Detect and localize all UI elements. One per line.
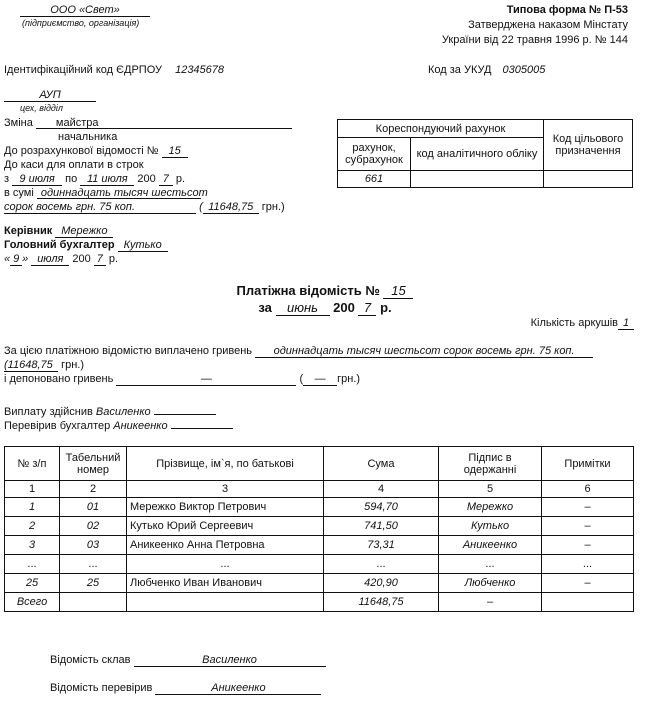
deposit-label: і депоновано гривень xyxy=(4,373,114,385)
corr-account-header: рахунок, субрахунок xyxy=(338,138,411,171)
from-value: 9 июля xyxy=(12,173,62,186)
table-cell: 741,50 xyxy=(324,517,439,536)
shift-value-2: начальника xyxy=(58,131,118,143)
edrpou-value: 12345678 xyxy=(175,64,225,76)
th-name: Прізвище, ім`я, по батькові xyxy=(127,447,324,481)
deposit-open: ( xyxy=(299,373,304,385)
period-year: 200 xyxy=(333,300,355,315)
settlement-row xyxy=(4,145,188,158)
table-cell: – xyxy=(542,536,634,555)
head-label: Керівник xyxy=(4,225,53,237)
edrpou-label: Ідентифікаційний код ЄДРПОУ xyxy=(4,64,163,76)
paid-by-value: Василенко xyxy=(95,406,151,418)
table-cell: 73,31 xyxy=(324,536,439,555)
head-row xyxy=(4,225,113,238)
shift-value: майстра xyxy=(36,117,292,129)
to-value: 11 июля xyxy=(80,173,134,186)
period-year-suffix: р. xyxy=(175,173,186,185)
sheets-label: Кількість аркушів xyxy=(530,317,618,329)
table-cell: – xyxy=(542,498,634,517)
period-row xyxy=(4,173,185,186)
corr-account-value: 661 xyxy=(338,171,411,188)
deposit-paren-value: — xyxy=(303,373,337,386)
table-cell: 2 xyxy=(5,517,60,536)
table-cell: 25 xyxy=(60,574,127,593)
table-colnum-row xyxy=(5,481,634,498)
table-cell: 25 xyxy=(5,574,60,593)
colnum-cell: 5 xyxy=(439,481,542,498)
sum-open: ( xyxy=(199,201,203,213)
sum-label: в сумі xyxy=(4,187,34,199)
document-period xyxy=(0,300,650,316)
paid-number: (11648,75 xyxy=(4,359,58,372)
period-year-suffix-title: р. xyxy=(380,300,392,315)
table-cell: 420,90 xyxy=(324,574,439,593)
sign-date-row: « 9 » июля 200 7 р. xyxy=(4,253,119,265)
deposit-value: — xyxy=(116,373,296,386)
table-cell: Мережко Виктор Петрович xyxy=(127,498,324,517)
table-cell: Любченко xyxy=(439,574,542,593)
form-title: Типова форма № П-53 xyxy=(506,4,628,16)
title-label: Платіжна відомість № xyxy=(236,283,380,298)
corr-analytic-value xyxy=(411,171,544,188)
checked-value: Аникеенко xyxy=(113,420,168,432)
compiled-label: Відомість склав xyxy=(50,654,131,666)
corr-target-code-header: Код цільового призначення xyxy=(544,120,633,171)
table-cell: Кутько xyxy=(439,517,542,536)
compiled-row xyxy=(50,654,326,667)
th-number: № з/п xyxy=(5,447,60,481)
head-value: Мережко xyxy=(55,225,113,238)
table-cell: Мережко xyxy=(439,498,542,517)
period-month: июнь xyxy=(276,300,330,316)
checked-label: Перевірив бухгалтер xyxy=(4,420,111,432)
sign-date-suffix: р. xyxy=(108,253,119,265)
table-cell: ... xyxy=(127,555,324,574)
table-cell: – xyxy=(542,574,634,593)
sum-words-2: сорок восемь грн. 75 коп. xyxy=(4,201,196,214)
total-cell: 11648,75 xyxy=(324,593,439,612)
th-signature: Підпис в одержанні xyxy=(439,447,542,481)
chief-label: Головний бухгалтер xyxy=(4,239,115,251)
ukud-value: 0305005 xyxy=(502,64,546,76)
period-year-prefix: 200 xyxy=(137,173,156,185)
total-cell xyxy=(542,593,634,612)
th-notes: Примітки xyxy=(542,447,634,481)
table-cell: ... xyxy=(542,555,634,574)
th-sum: Сума xyxy=(324,447,439,481)
colnum-cell: 6 xyxy=(542,481,634,498)
sheets-value: 1 xyxy=(618,317,634,330)
title-number: 15 xyxy=(383,283,413,299)
colnum-cell: 4 xyxy=(324,481,439,498)
deposit-suffix: грн.) xyxy=(337,373,361,385)
table-cell: Кутько Юрий Сергеевич xyxy=(127,517,324,536)
deposit-row xyxy=(4,373,360,386)
company-caption: (підприємство, організація) xyxy=(22,18,140,28)
checked-row xyxy=(4,416,233,432)
table-cell: ... xyxy=(324,555,439,574)
table-row xyxy=(5,498,634,517)
table-cell: 594,70 xyxy=(324,498,439,517)
table-header-row xyxy=(5,447,634,481)
corr-target-value xyxy=(544,171,633,188)
total-cell xyxy=(60,593,127,612)
from-label: з xyxy=(4,173,10,185)
paid-by-line xyxy=(154,402,216,415)
table-cell: – xyxy=(542,517,634,536)
footer-checked-row xyxy=(50,682,321,695)
colnum-cell: 2 xyxy=(60,481,127,498)
period-prefix: за xyxy=(258,300,272,315)
table-cell: ... xyxy=(60,555,127,574)
settlement-label: До розрахункової відомості № xyxy=(4,145,159,157)
compiled-value: Василенко xyxy=(134,654,326,667)
table-cell: Аникеенко Анна Петровна xyxy=(127,536,324,555)
table-cell: Любченко Иван Иванович xyxy=(127,574,324,593)
sum-row-2 xyxy=(4,201,285,214)
total-cell: – xyxy=(439,593,542,612)
paid-by-label: Виплату здійснив xyxy=(4,406,93,418)
table-row xyxy=(5,574,634,593)
dept-value: АУП xyxy=(4,89,96,102)
colnum-cell: 1 xyxy=(5,481,60,498)
sign-date-year-digit: 7 xyxy=(94,253,106,266)
company-name: ООО «Свет» xyxy=(20,4,150,17)
table-cell: 1 xyxy=(5,498,60,517)
shift-row xyxy=(4,117,292,129)
edrpou-row xyxy=(4,64,224,76)
chief-value: Кутько xyxy=(118,239,168,252)
document-title xyxy=(0,283,650,299)
company-block xyxy=(20,4,150,29)
approved-line-1: Затверджена наказом Мінстату xyxy=(468,19,628,31)
table-cell: Аникеенко xyxy=(439,536,542,555)
footer-checked-label: Відомість перевірив xyxy=(50,682,153,694)
table-cell: 03 xyxy=(60,536,127,555)
checked-line xyxy=(171,416,233,429)
sign-date-year-prefix: 200 xyxy=(72,253,91,265)
paid-label: За цією платіжною відомістю виплачено гривень xyxy=(4,345,252,357)
period-year-digit-title: 7 xyxy=(358,300,376,316)
colnum-cell: 3 xyxy=(127,481,324,498)
table-row xyxy=(5,536,634,555)
settlement-no: 15 xyxy=(162,145,188,158)
table-cell: ... xyxy=(439,555,542,574)
to-label: по xyxy=(65,173,78,185)
ukud-label: Код за УКУД xyxy=(428,64,492,76)
sum-row xyxy=(4,187,208,199)
table-cell: ... xyxy=(5,555,60,574)
sum-words-1: одиннадцать тысяч шестьсот xyxy=(37,187,201,199)
ukud-row xyxy=(428,64,545,76)
table-total-row xyxy=(5,593,634,612)
cash-label: До каси для оплати в строк xyxy=(4,159,144,171)
table-row xyxy=(5,517,634,536)
sum-number: 11648,75 xyxy=(203,201,259,214)
table-row xyxy=(5,555,634,574)
table-cell: 01 xyxy=(60,498,127,517)
sheets-row xyxy=(531,317,634,330)
dept-block xyxy=(4,89,96,114)
corr-header: Кореспондуючий рахунок xyxy=(338,120,544,138)
payroll-table xyxy=(4,446,634,612)
corr-account-table xyxy=(337,119,633,188)
period-year-digit: 7 xyxy=(159,173,173,186)
paid-number-suffix: грн.) xyxy=(61,359,84,371)
corr-analytic-header: код аналітичного обліку xyxy=(411,138,544,171)
paid-row xyxy=(4,345,593,358)
sum-close: грн.) xyxy=(261,201,285,213)
dept-caption: цех, відділ xyxy=(20,103,63,113)
footer-checked-value: Аникеенко xyxy=(155,682,321,695)
shift-label: Зміна xyxy=(4,117,33,129)
approved-line-2: України від 22 травня 1996 р. № 144 xyxy=(441,34,628,46)
paid-words: одиннадцать тысяч шестьсот сорок восемь грн. 75 коп. xyxy=(255,345,593,358)
table-cell: 3 xyxy=(5,536,60,555)
total-cell: Всего xyxy=(5,593,60,612)
sign-date-month: июля xyxy=(31,253,69,266)
sign-date-day: 9 xyxy=(10,253,22,266)
table-cell: 02 xyxy=(60,517,127,536)
paid-number-row xyxy=(4,359,84,372)
total-cell xyxy=(127,593,324,612)
chief-row xyxy=(4,239,168,252)
th-tab-number: Табельний номер xyxy=(60,447,127,481)
